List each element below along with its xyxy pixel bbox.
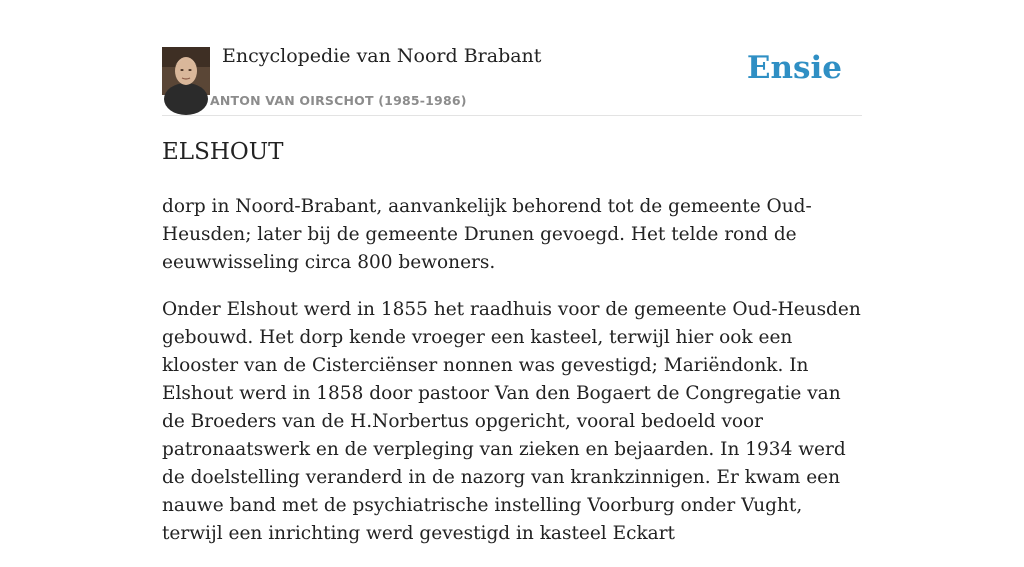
author-name[interactable]: ANTON VAN OIRSCHOT (1985-1986) xyxy=(210,93,467,108)
article-paragraph: Onder Elshout werd in 1855 het raadhuis voor de gemeente Oud-Heusden gebouwd. Het dorp kende vroeger een kasteel, terwijl hier ook een klooster van de Cisterciënser nonnen was gevestigd; Mariëndonk. In Elshout werd in 1858 door pastoor Van den Bogaert de Congregatie van de Broeders van de H.Norbertus opgericht, vooral bedoeld voor patronaatswerk en de verpleging van zieken en bejaarden. In 1934 werd de doelstelling veranderd in de nazorg van krankzinnigen. Er kwam een nauwe band met de psychiatrische instelling Voorburg onder Vught, terwijl een inrichting werd gevestigd in kasteel Eckart xyxy=(162,299,861,544)
article-paragraph: dorp in Noord-Brabant, aanvankelijk behorend tot de gemeente Oud-Heusden; later bij de gemeente Drunen gevoegd. Het telde rond de eeuwwisseling circa 800 bewoners. xyxy=(162,196,812,273)
article-body xyxy=(162,193,862,567)
article-header xyxy=(162,0,862,116)
article-container xyxy=(162,0,862,544)
ensie-logo-link[interactable]: Ensie xyxy=(746,50,842,86)
avatar-portrait-icon xyxy=(162,47,210,95)
publication-title[interactable]: Encyclopedie van Noord Brabant xyxy=(222,45,542,67)
author-avatar[interactable] xyxy=(162,47,210,95)
article-title: ELSHOUT xyxy=(162,139,284,165)
